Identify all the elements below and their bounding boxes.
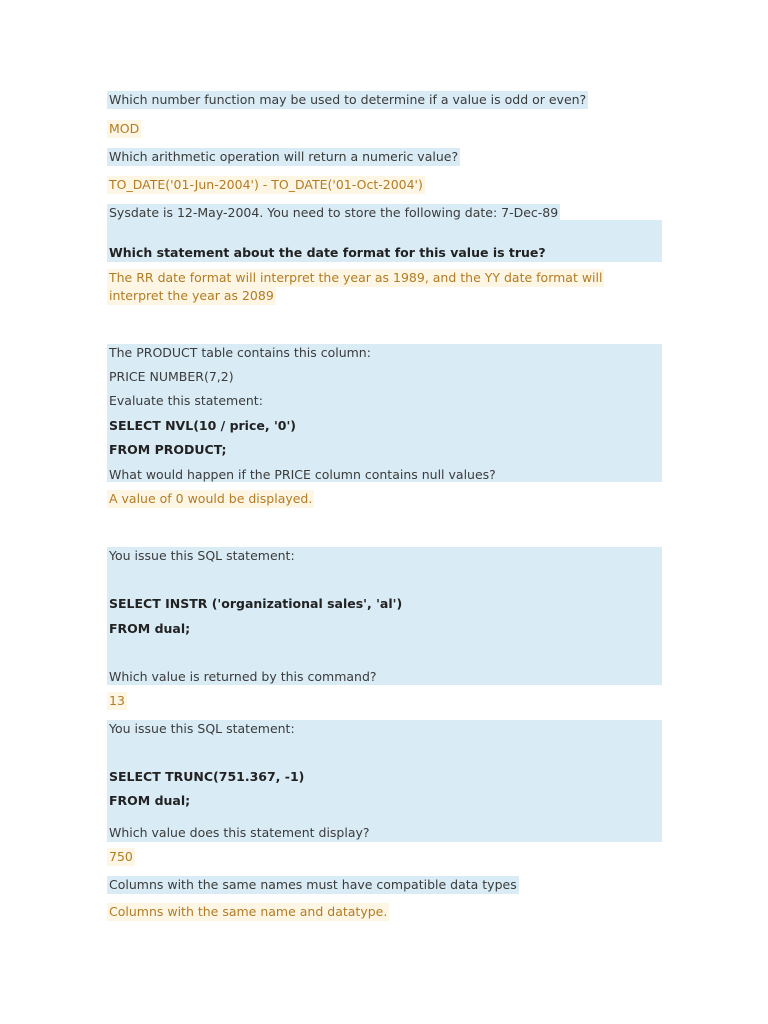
question-6-code-1: SELECT TRUNC(751.367, -1): [109, 769, 305, 784]
answer-7: Columns with the same name and datatype.: [109, 904, 388, 919]
answer-4: A value of 0 would be displayed.: [109, 491, 313, 506]
answer-6: 750: [109, 849, 133, 864]
question-4-line-3: Evaluate this statement:: [109, 393, 263, 408]
question-4-code-2: FROM PRODUCT;: [109, 442, 227, 457]
question-4-line-1: The PRODUCT table contains this column:: [109, 345, 371, 360]
question-1: Which number function may be used to determine if a value is odd or even?: [109, 92, 587, 107]
question-5-intro: You issue this SQL statement:: [109, 548, 295, 563]
question-3-intro: Sysdate is 12-May-2004. You need to store the following date: 7-Dec-89: [109, 205, 559, 220]
question-6: Which value does this statement display?: [109, 825, 370, 840]
question-5-code-1: SELECT INSTR ('organizational sales', 'al'): [109, 596, 403, 611]
question-5-block: [107, 547, 662, 685]
answer-5: 13: [109, 693, 125, 708]
question-3: Which statement about the date format for this value is true?: [109, 245, 546, 260]
question-4-code-1: SELECT NVL(10 / price, '0'): [109, 418, 297, 433]
question-6-code-2: FROM dual;: [109, 793, 191, 808]
answer-1: MOD: [109, 121, 140, 136]
question-4: What would happen if the PRICE column contains null values?: [109, 467, 496, 482]
question-4-line-2: PRICE NUMBER(7,2): [109, 369, 234, 384]
question-6-intro: You issue this SQL statement:: [109, 721, 295, 736]
question-5-code-2: FROM dual;: [109, 621, 191, 636]
question-4-block: [107, 344, 662, 482]
question-7: Columns with the same names must have compatible data types: [109, 877, 517, 892]
question-2: Which arithmetic operation will return a numeric value?: [109, 149, 459, 164]
answer-2: TO_DATE('01-Jun-2004') - TO_DATE('01-Oct-2004'): [109, 177, 423, 192]
answer-3-line-2: interpret the year as 2089: [109, 288, 274, 303]
question-5: Which value is returned by this command?: [109, 669, 377, 684]
answer-3-line-1: The RR date format will interpret the year as 1989, and the YY date format will: [109, 270, 603, 285]
